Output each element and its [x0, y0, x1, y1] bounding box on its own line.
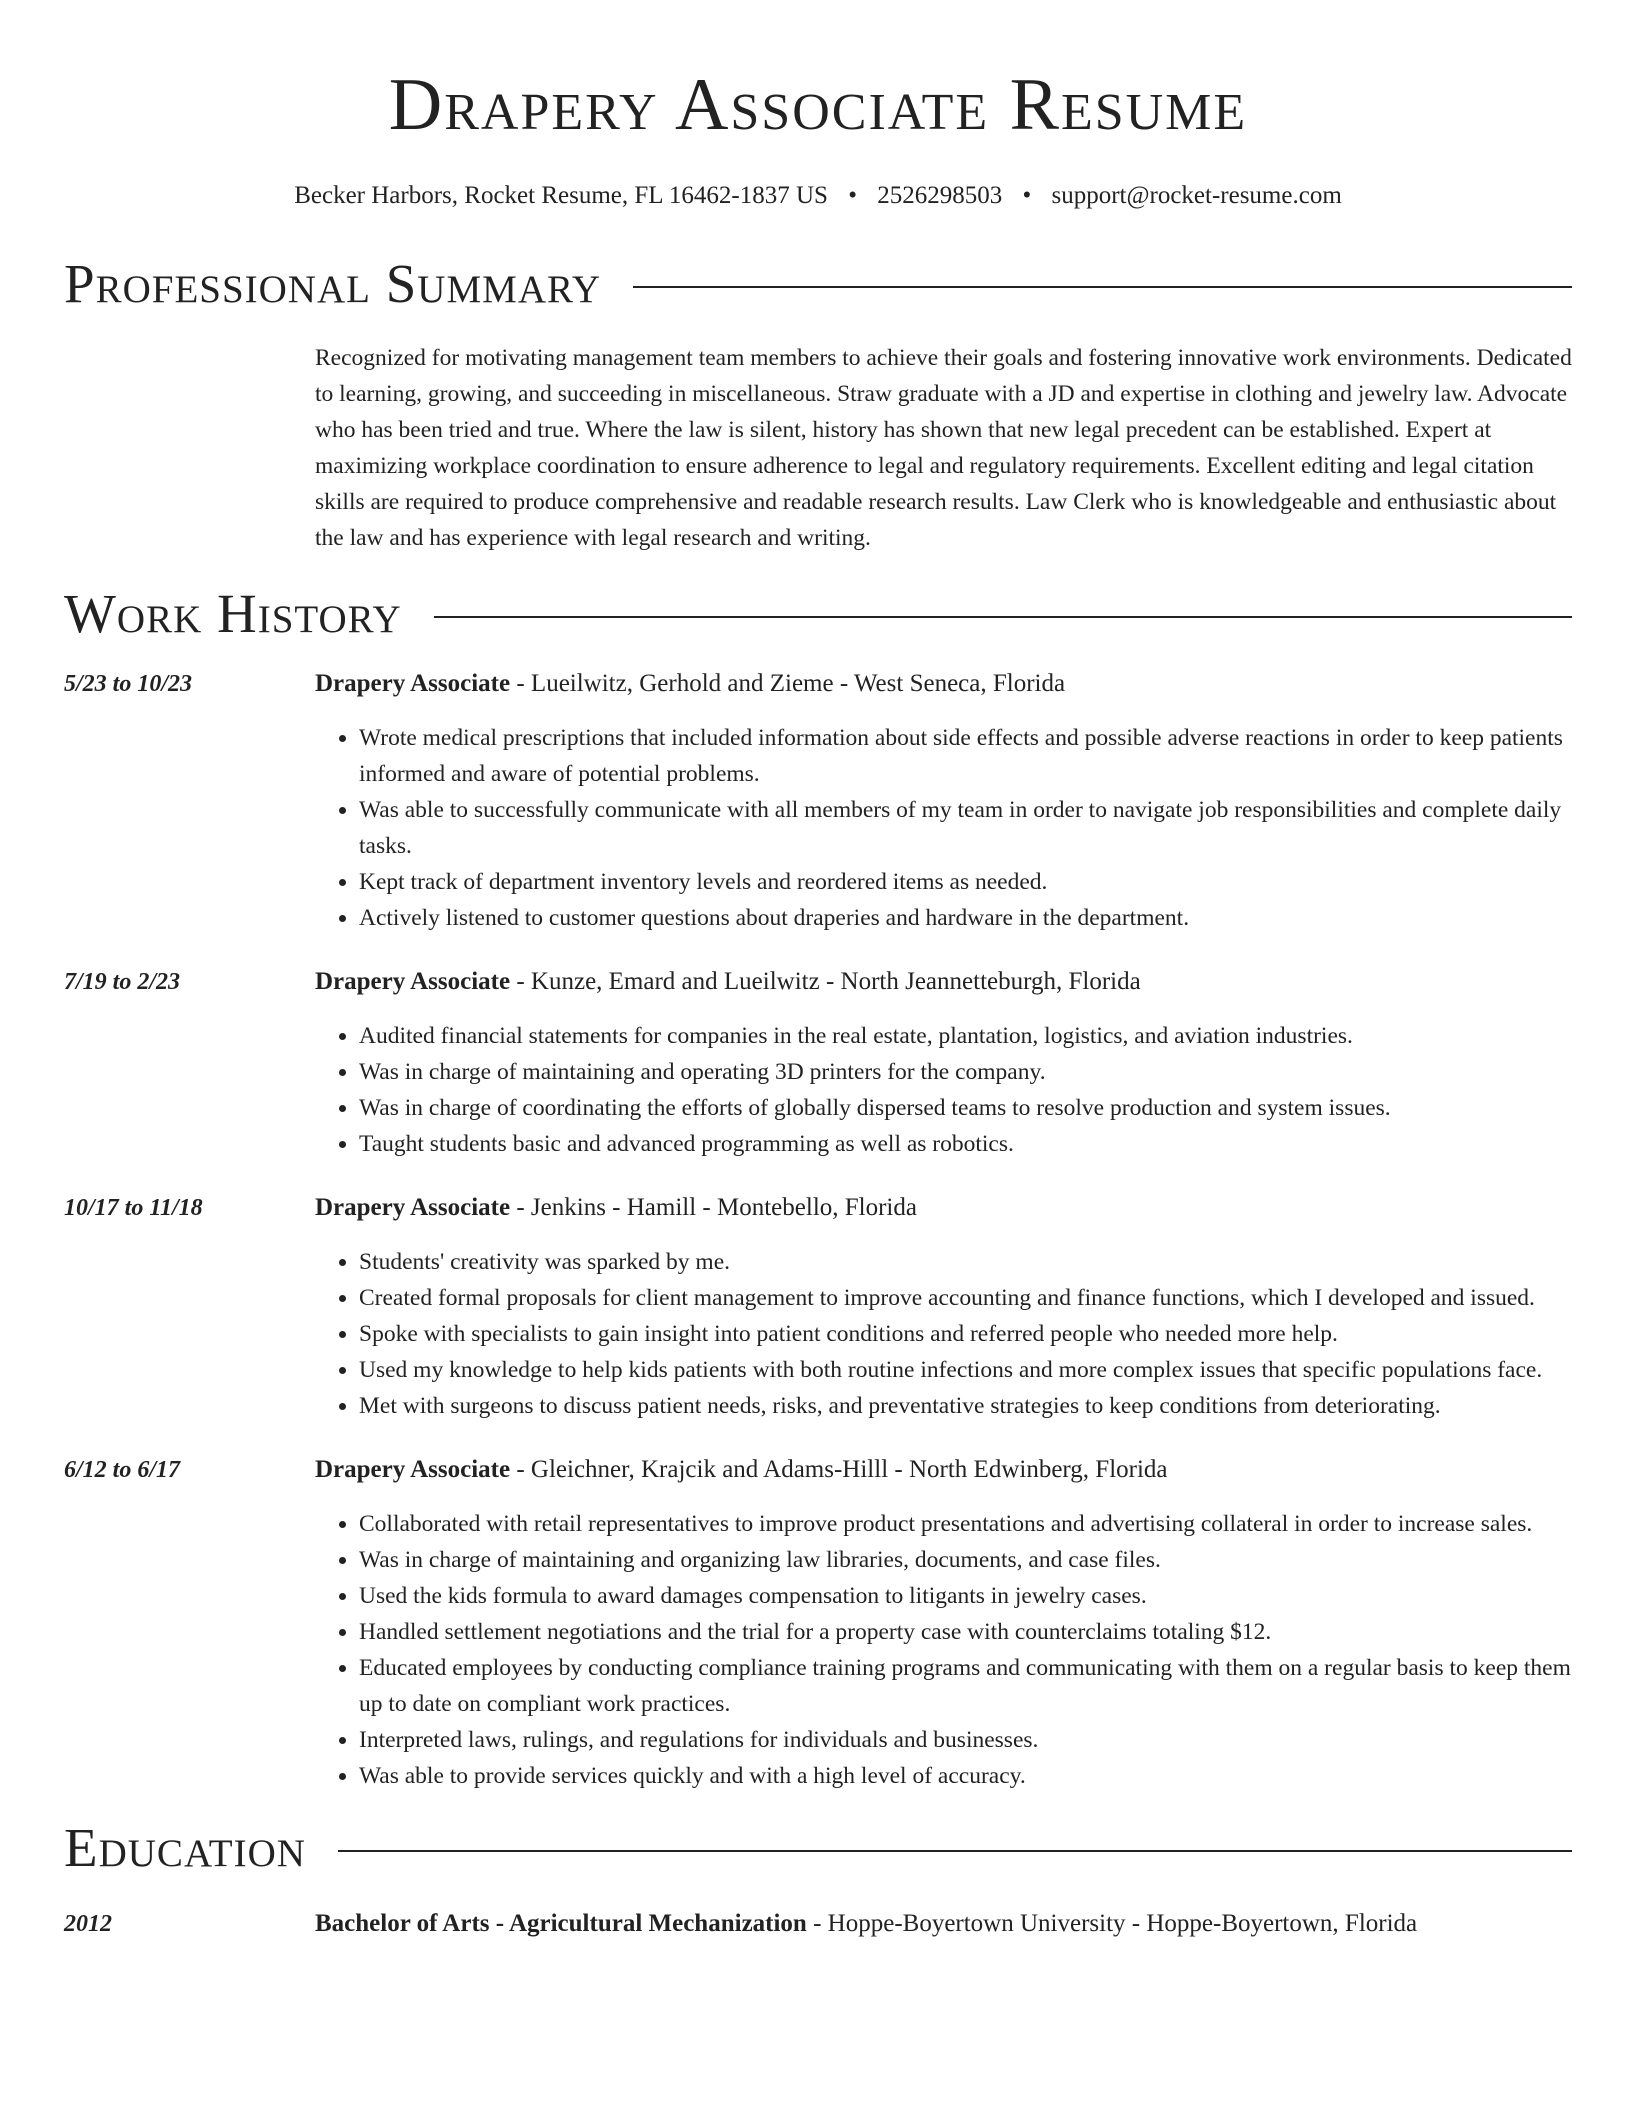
list-item: • Students' creativity was sparked by me.: [359, 1244, 1572, 1280]
job-role: Drapery Associate: [315, 968, 511, 995]
job-body: [315, 964, 1572, 1162]
job-dates: 6/12 to 6/17: [64, 1457, 181, 1483]
list-item: • Educated employees by conducting compliance training programs and communicating with them on a regular basis to keep them up to date on compliant work practices.: [359, 1650, 1572, 1722]
job-role: Drapery Associate: [315, 670, 511, 697]
resume-title: Drapery Associate Resume: [388, 64, 1248, 146]
list-item: • Interpreted laws, rulings, and regulations for individuals and businesses.: [359, 1722, 1572, 1758]
list-item: • Was able to successfully communicate with all members of my team in order to navigate job responsibilities and complete daily tasks.: [359, 792, 1572, 864]
contact-address: Becker Harbors, Rocket Resume, FL 16462-1837 US: [294, 182, 828, 209]
list-item: • Was in charge of coordinating the efforts of globally dispersed teams to resolve production and system issues.: [359, 1090, 1572, 1126]
list-item: • Actively listened to customer questions about draperies and hardware in the department.: [359, 900, 1572, 936]
summary-section-header: [64, 252, 1572, 316]
job-body: [315, 666, 1572, 936]
list-item: • Created formal proposals for client management to improve accounting and finance functions, which I developed and issued.: [359, 1280, 1572, 1316]
list-item: • Collaborated with retail representatives to improve product presentations and advertising collateral in order to increase sales.: [359, 1506, 1572, 1542]
list-item: • Used my knowledge to help kids patients with both routine infections and more complex issues that specific populations face.: [359, 1352, 1572, 1388]
list-item: • Handled settlement negotiations and the trial for a property case with counterclaims totaling $12.: [359, 1614, 1572, 1650]
list-item: • Kept track of department inventory levels and reordered items as needed.: [359, 864, 1572, 900]
work-heading: Work History: [64, 583, 402, 644]
list-item: • Was in charge of maintaining and operating 3D printers for the company.: [359, 1054, 1572, 1090]
job-heading: [315, 1452, 1572, 1488]
contact-email: support@rocket-resume.com: [1051, 182, 1342, 209]
contact-phone: 2526298503: [877, 182, 1003, 209]
job-entry: [64, 1452, 1572, 1794]
job-entry: [64, 666, 1572, 936]
education-heading-line: [315, 1906, 1572, 1942]
education-degree: Bachelor of Arts - Agricultural Mechanization: [315, 1910, 807, 1937]
summary-text: Recognized for motivating management team members to achieve their goals and fostering innovative work environments. Dedicated to learning, growing, and succeeding in miscellaneous. Straw graduate with a JD and expertise in clothing and jewelry law. Advocate who has been tried and true. Where the law is silent, history has shown that new legal precedent can be established. Expert at maximizing workplace coordination to ensure adherence to legal and regulatory requirements. Excellent editing and legal citation skills are required to produce comprehensive and readable research results. Law Clerk who is knowledgeable and enthusiastic about the law and has experience with legal research and writing.: [315, 345, 1572, 551]
job-heading: [315, 1190, 1572, 1226]
education-section-header: [64, 1816, 1572, 1880]
job-employer: - Gleichner, Krajcik and Adams-Hilll - North Edwinberg, Florida: [510, 1456, 1168, 1483]
job-employer: - Kunze, Emard and Lueilwitz - North Jeannetteburgh, Florida: [510, 968, 1141, 995]
job-bullets: [315, 720, 1572, 936]
education-year: 2012: [64, 1911, 112, 1937]
contact-separator: •: [848, 182, 857, 209]
education-heading: Education: [64, 1817, 306, 1878]
job-role: Drapery Associate: [315, 1194, 511, 1221]
list-item: • Wrote medical prescriptions that included information about side effects and possible adverse reactions in order to keep patients informed and aware of potential problems.: [359, 720, 1572, 792]
job-employer: - Jenkins - Hamill - Montebello, Florida: [510, 1194, 917, 1221]
education-entry: [64, 1906, 1572, 1942]
job-heading: [315, 964, 1572, 1000]
work-section-header: [64, 582, 1572, 646]
education-school: - Hoppe-Boyertown University - Hoppe-Boyertown, Florida: [806, 1910, 1418, 1937]
list-item: • Met with surgeons to discuss patient needs, risks, and preventative strategies to keep conditions from deteriorating.: [359, 1388, 1572, 1424]
section-divider: [338, 1850, 1572, 1852]
job-dates: 5/23 to 10/23: [64, 671, 193, 697]
job-bullets: [315, 1244, 1572, 1424]
job-bullets: [315, 1506, 1572, 1794]
job-entry: [64, 964, 1572, 1162]
summary-heading: Professional Summary: [64, 253, 602, 314]
list-item: • Spoke with specialists to gain insight into patient conditions and referred people who needed more help.: [359, 1316, 1572, 1352]
list-item: • Was in charge of maintaining and organizing law libraries, documents, and case files.: [359, 1542, 1572, 1578]
section-divider: [434, 616, 1572, 618]
contact-separator: •: [1022, 182, 1032, 209]
section-divider: [633, 286, 1572, 288]
job-dates: 10/17 to 11/18: [64, 1195, 203, 1221]
job-bullets: [315, 1018, 1572, 1162]
list-item: • Taught students basic and advanced programming as well as robotics.: [359, 1126, 1572, 1162]
job-heading: [315, 666, 1572, 702]
job-body: [315, 1190, 1572, 1424]
job-employer: - Lueilwitz, Gerhold and Zieme - West Seneca, Florida: [510, 670, 1066, 697]
job-entry: [64, 1190, 1572, 1424]
list-item: • Audited financial statements for companies in the real estate, plantation, logistics, and aviation industries.: [359, 1018, 1572, 1054]
list-item: • Was able to provide services quickly and with a high level of accuracy.: [359, 1758, 1572, 1794]
job-body: [315, 1452, 1572, 1794]
education-body: [315, 1906, 1572, 1942]
contact-line: [64, 180, 1572, 212]
list-item: • Used the kids formula to award damages compensation to litigants in jewelry cases.: [359, 1578, 1572, 1614]
job-role: Drapery Associate: [315, 1456, 511, 1483]
job-list: [64, 666, 1572, 1794]
job-dates: 7/19 to 2/23: [64, 969, 181, 995]
